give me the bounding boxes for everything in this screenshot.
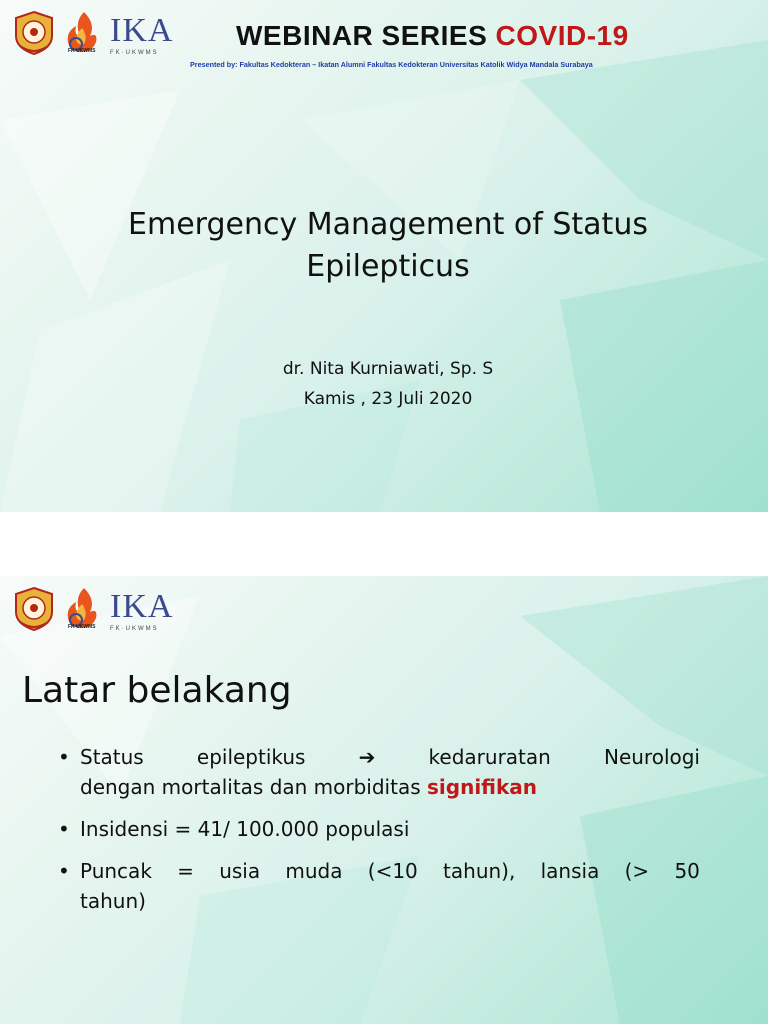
ika-logo-subtext: FK·UKWMS (110, 50, 159, 56)
bullet-3-line-1: • Puncak = usia muda (<10 tahun), lansia (> 50 (80, 859, 700, 883)
bullet-list (58, 742, 700, 928)
university-seal-icon (12, 586, 56, 632)
title-line-1: Emergency Management of Status (128, 207, 648, 242)
bullet-3-line-2: tahun) (80, 889, 146, 913)
bullet-1-line-1: • Status epileptikus ➔ kedaruratan Neurologi (80, 742, 700, 772)
ika-logo-text: IKA (110, 588, 174, 625)
arrow-right-icon: ➔ (358, 745, 376, 769)
header-logos (12, 586, 173, 646)
presenter-name: dr. Nita Kurniawati, Sp. S (282, 359, 494, 379)
covid-19-text: COVID-19 (495, 20, 629, 51)
fk-caption: FK UKWMS (68, 624, 96, 630)
presenter-info (60, 354, 716, 414)
fk-ukwms-flame-icon (62, 10, 102, 56)
ika-logo-subtext: FK·UKWMS (110, 626, 159, 632)
webinar-series-text: WEBINAR SERIES (236, 20, 488, 51)
university-seal-icon (12, 10, 56, 56)
slide-heading: Latar belakang (22, 670, 292, 711)
header-logos (12, 10, 173, 70)
content-slide (0, 576, 768, 1024)
bullet-item: • Insidensi = 41/ 100.000 populasi (58, 814, 700, 844)
bullet-1-line-2: dengan mortalitas dan morbiditas signifikan (80, 775, 538, 799)
ika-logo (110, 586, 173, 632)
ika-logo (110, 10, 173, 56)
fk-ukwms-flame-icon (62, 586, 102, 632)
fk-caption: FK UKWMS (68, 48, 96, 54)
presentation-date: Kamis , 23 Juli 2020 (303, 389, 473, 409)
bullet-item (58, 856, 700, 916)
presentation-title (60, 204, 716, 288)
slide-separator (0, 512, 768, 576)
bullet-item (58, 742, 700, 802)
webinar-title (236, 20, 629, 52)
ika-logo-text: IKA (110, 12, 174, 49)
title-line-2: Epilepticus (306, 249, 470, 284)
presented-by-text: Presented by: Fakultas Kedokteran – Ikatan Alumni Fakultas Kedokteran Universitas Katolik Widya Mandala Surabaya (190, 60, 593, 69)
highlight-significant: signifikan (427, 775, 538, 799)
